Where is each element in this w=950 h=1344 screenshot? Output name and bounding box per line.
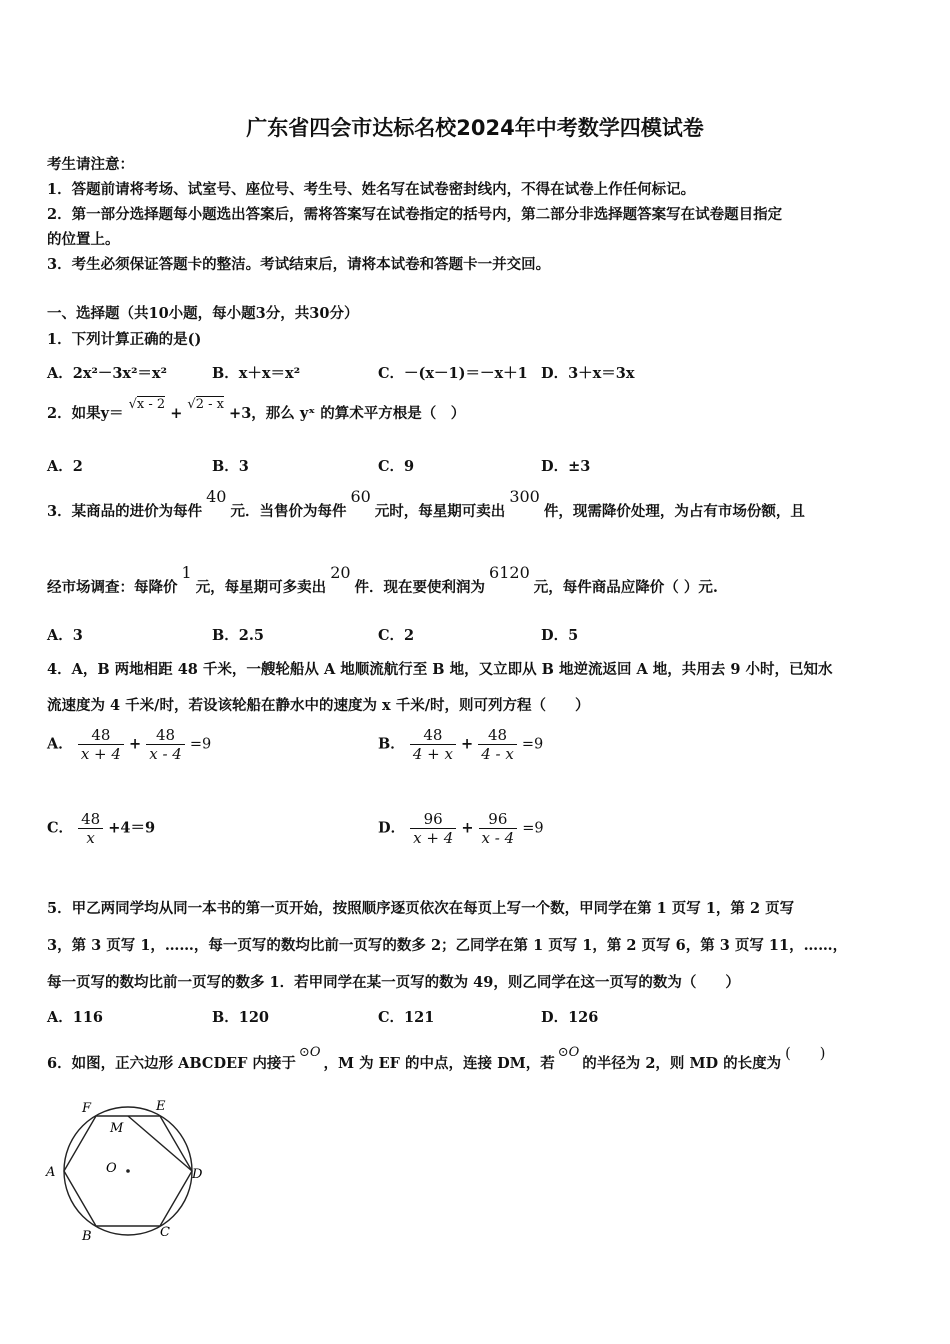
q4-b-den-2: 4 - x [481, 745, 514, 763]
label-d: D [192, 1167, 203, 1182]
notice-item-2: 2．第一部分选择题每小题选出答案后，需将答案写在试卷指定的括号内，第二部分非选择题答案写在试卷题目指定 [47, 206, 783, 223]
q4-b-den-1: 4 + x [412, 745, 453, 763]
q5-option-b: B．120 [212, 1009, 270, 1026]
q4-line-1: 4．A，B 两地相距 48 千米，一艘轮船从 A 地顺流航行至 B 地，又立即从 B 地逆流返回 A 地，共用去 9 小时，已知水 [47, 661, 833, 678]
q3-extra-sales: 20 [330, 563, 351, 582]
q3-price-drop: 1 [181, 563, 192, 582]
q4-d-num-1: 96 [410, 810, 456, 829]
q4-b-num-1: 48 [410, 726, 456, 745]
q5-option-d: D．126 [541, 1009, 599, 1026]
q4-option-c [47, 810, 155, 847]
q4-d-den-1: x + 4 [413, 829, 454, 847]
q2-option-b: B．3 [212, 458, 249, 475]
q3-text-6: 元，每星期可多卖出 [195, 579, 327, 596]
q4-c-rhs: +4＝9 [108, 819, 156, 837]
label-o: O [106, 1161, 117, 1176]
q5-line-3: 每一页写的数均比前一页写的数多 1．若甲同学在某一页写的数为 49，则乙同学在这一页写的数为（ ） [47, 974, 740, 991]
q3-weekly-sales: 300 [509, 487, 540, 506]
q4-a-plus: + [129, 735, 142, 753]
q3-target-profit: 6120 [489, 563, 530, 582]
q4-line-2: 流速度为 4 千米/时，若设该轮船在静水中的速度为 x 千米/时，则可列方程（ ） [47, 697, 590, 714]
q4-a-label: A． [47, 735, 73, 753]
q4-c-num: 48 [78, 810, 103, 829]
q3-option-b: B．2.5 [212, 627, 264, 644]
q1-option-d: D．3＋x＝3x [541, 365, 635, 382]
q5-line-1: 5．甲乙两同学均从同一本书的第一页开始，按照顺序逐页依次在每页上写一个数，甲同学在第 1 页写 1，第 2 页写 [47, 900, 795, 917]
q4-a-frac-2 [146, 726, 185, 763]
q5-option-c: C．121 [378, 1009, 435, 1026]
label-a: A [46, 1165, 56, 1180]
q3-text-5: 经市场调查：每降价 [47, 579, 178, 596]
q4-b-rhs: =9 [521, 736, 544, 753]
q6-stem [47, 1045, 826, 1073]
q4-c-den: x [86, 829, 95, 847]
q4-d-den-2: x - 4 [481, 829, 515, 847]
q2-option-d: D．±3 [541, 458, 591, 475]
q4-a-den-1: x + 4 [80, 745, 121, 763]
q4-b-num-2: 48 [478, 726, 517, 745]
q2-sqrt-2: √2 - x [187, 397, 224, 412]
q3-text-3: 元时，每星期可卖出 [374, 503, 506, 520]
q4-a-frac-1 [78, 726, 124, 763]
q2-sqrt-1: √x - 2 [128, 397, 166, 412]
q6-text-1: 6．如图，正六边形 ABCDEF 内接于 [47, 1055, 296, 1072]
q4-d-label: D． [378, 819, 406, 837]
q4-b-frac-1 [410, 726, 456, 763]
q4-c-frac [78, 810, 103, 847]
q4-d-frac-2 [479, 810, 518, 847]
q5-option-a: A．116 [47, 1009, 104, 1026]
q4-a-rhs: =9 [189, 736, 212, 753]
q4-option-a [47, 726, 211, 763]
q4-d-frac-1 [410, 810, 456, 847]
q6-circle-o-2: ⊙O [557, 1045, 580, 1060]
center-point-o [126, 1169, 130, 1173]
q2-sqrt-1-radicand: x - 2 [136, 397, 166, 412]
segment-dm [128, 1116, 192, 1171]
q4-option-b [378, 726, 543, 763]
q2-sqrt-2-radicand: 2 - x [195, 397, 224, 412]
hexagon-figure [42, 1094, 212, 1244]
q3-option-c: C．2 [378, 627, 415, 644]
q4-a-num-2: 48 [146, 726, 185, 745]
q6-answer-paren: ( ) [785, 1046, 826, 1062]
label-e: E [156, 1099, 166, 1114]
q4-c-label: C． [47, 819, 74, 837]
q6-circle-o-1: ⊙O [298, 1045, 321, 1060]
q3-option-a: A．3 [47, 627, 83, 644]
q6-text-2: ，M 为 EF 的中点，连接 DM，若 [323, 1055, 555, 1072]
q4-b-label: B． [378, 735, 405, 753]
notice-item-3: 3．考生必须保证答题卡的整洁。考试结束后，请将本试卷和答题卡一并交回。 [47, 256, 551, 273]
label-b: B [82, 1229, 92, 1244]
q3-text-1: 3．某商品的进价为每件 [47, 503, 203, 520]
q3-line-2 [47, 563, 718, 597]
q4-b-plus: + [461, 735, 474, 753]
q4-a-num-1: 48 [78, 726, 124, 745]
q3-cost-price: 40 [206, 487, 227, 506]
q1-option-c: C．－(x－1)＝－x＋1 [378, 365, 528, 382]
q4-a-den-2: x - 4 [149, 745, 182, 763]
q4-d-plus: + [461, 819, 474, 837]
q4-d-num-2: 96 [479, 810, 518, 829]
q3-text-7: 件．现在要使利润为 [354, 579, 486, 596]
section-heading: 一、选择题（共10小题，每小题3分，共30分） [47, 305, 359, 322]
label-f: F [82, 1101, 92, 1116]
q3-text-2: 元．当售价为每件 [230, 503, 347, 520]
q2-option-a: A．2 [47, 458, 83, 475]
notice-item-1: 1．答题前请将考场、试室号、座位号、考生号、姓名写在试卷密封线内，不得在试卷上作任何标记。 [47, 181, 696, 198]
notice-item-2-cont: 的位置上。 [47, 231, 120, 248]
q3-line-1 [47, 487, 805, 521]
q4-option-d [378, 810, 544, 847]
q4-b-frac-2 [478, 726, 517, 763]
q1-option-b: B．x＋x＝x² [212, 365, 301, 382]
notice-heading: 考生请注意： [47, 156, 134, 173]
label-c: C [160, 1225, 170, 1240]
q3-sale-price: 60 [350, 487, 371, 506]
label-m: M [110, 1121, 124, 1136]
q2-stem-start: 2．如果y＝ [47, 405, 124, 422]
page-title: 广东省四会市达标名校2024年中考数学四模试卷 [246, 116, 704, 140]
q2-option-c: C．9 [378, 458, 415, 475]
q4-d-rhs: =9 [522, 820, 544, 837]
q3-option-d: D．5 [541, 627, 579, 644]
q3-text-8: 元，每件商品应降价（ ）元. [533, 579, 718, 596]
q1-option-a: A．2x²－3x²＝x² [47, 365, 167, 382]
q1-stem: 1．下列计算正确的是() [47, 331, 202, 348]
q5-line-2: 3，第 3 页写 1，……，每一页写的数均比前一页写的数多 2；乙同学在第 1 页写 1，第 2 页写 6，第 3 页写 11，……， [47, 937, 848, 954]
q2-stem [47, 397, 466, 423]
q2-plus: + [170, 405, 183, 422]
q6-text-3: 的半径为 2，则 MD 的长度为 [582, 1055, 782, 1072]
q3-text-4: 件，现需降价处理，为占有市场份额，且 [543, 503, 805, 520]
q2-stem-end: +3，那么 yˣ 的算术平方根是（ ） [229, 405, 466, 422]
